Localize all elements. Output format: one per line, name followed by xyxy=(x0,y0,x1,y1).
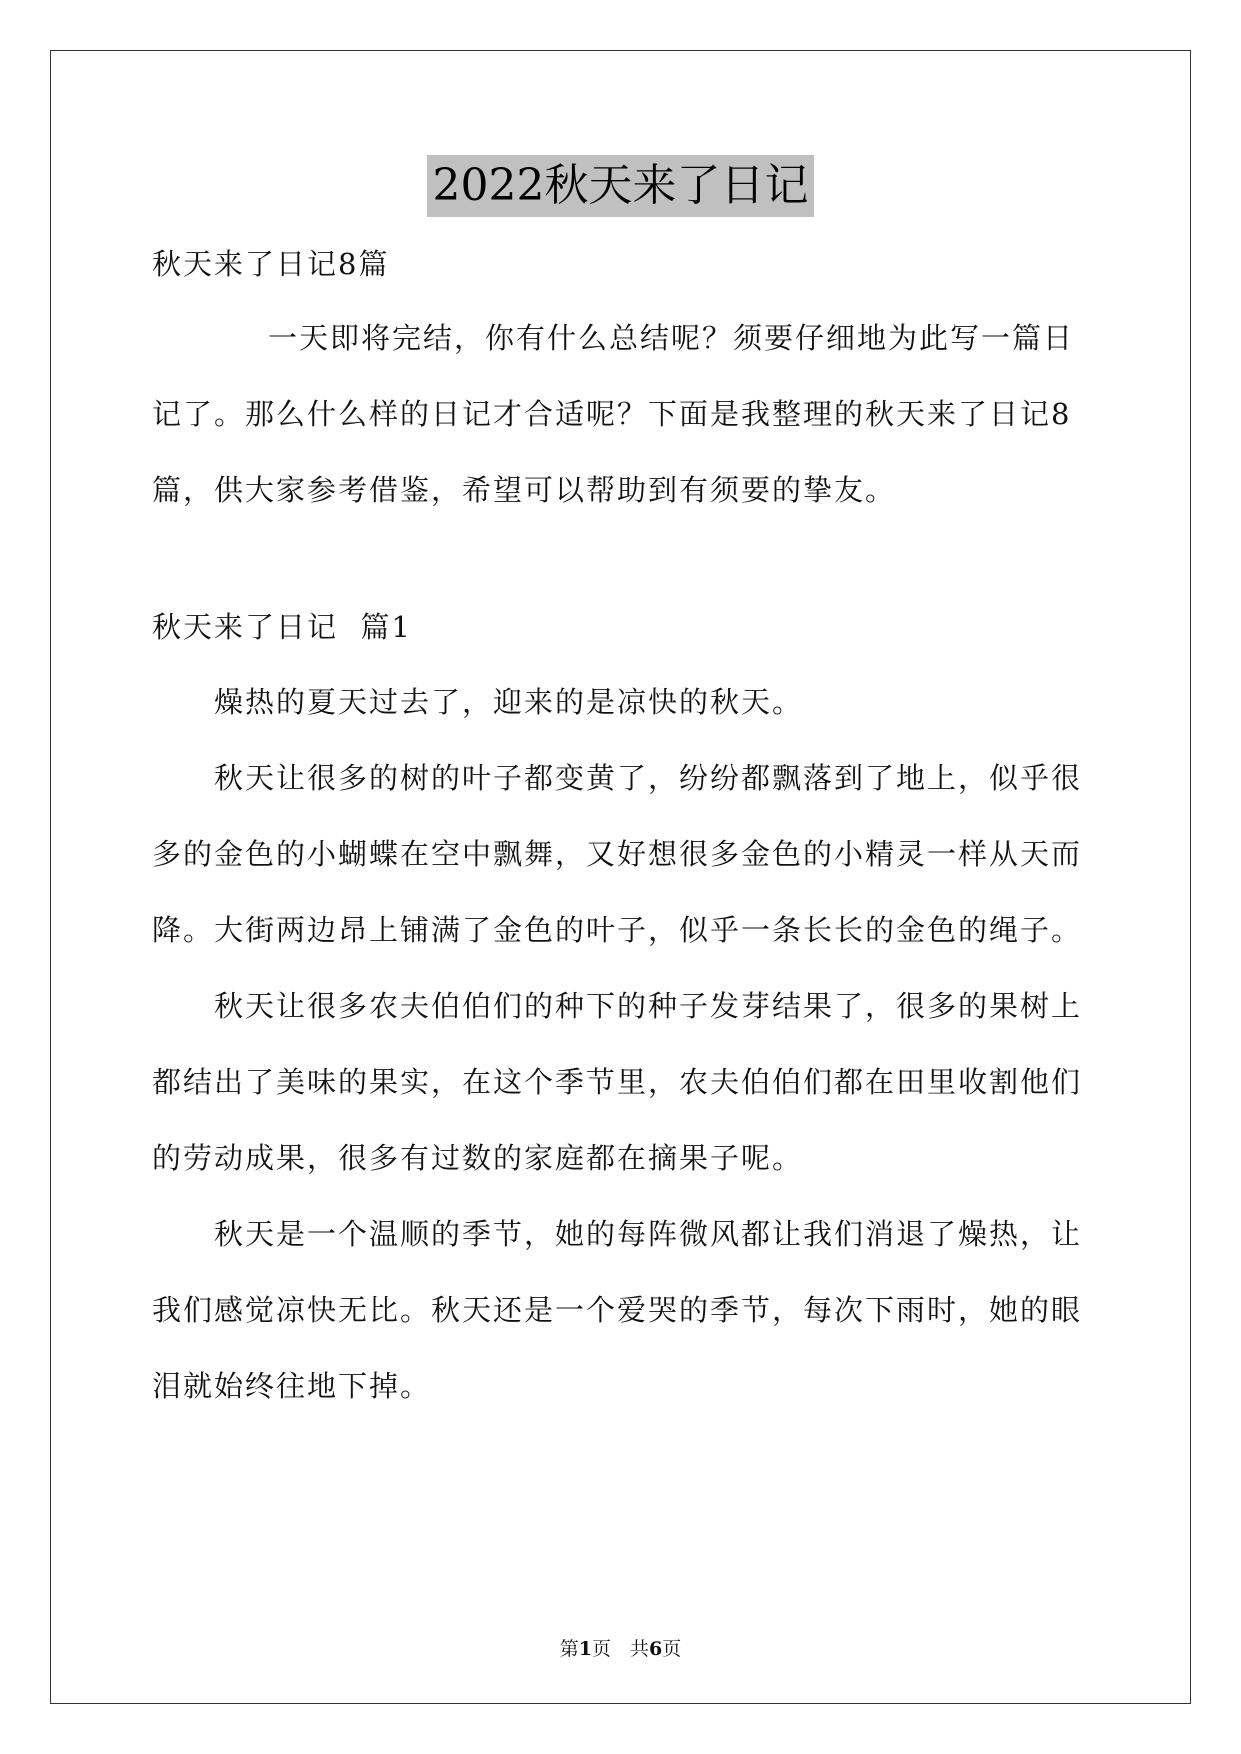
current-page-number: 1 xyxy=(578,1638,592,1660)
section-heading xyxy=(152,605,1092,646)
total-page-count: 6 xyxy=(649,1638,663,1660)
body-line: 秋天让很多农夫伯伯们的种下的种子发芽结果了，很多的果树上 xyxy=(214,989,1083,1023)
section-heading-text: 秋天来了日记 篇1 xyxy=(152,610,412,644)
footer-prefix: 第 xyxy=(559,1638,579,1660)
body-line: 多的金色的小蝴蝶在空中飘舞，又好想很多金色的小精灵一样从天而 xyxy=(152,837,1083,871)
body-line: 我们感觉凉快无比。秋天还是一个爱哭的季节，每次下雨时，她的眼 xyxy=(152,1293,1083,1327)
body-line: 秋天是一个温顺的季节，她的每阵微风都让我们消退了燥热，让 xyxy=(214,1217,1083,1251)
title-container xyxy=(0,155,1241,217)
intro-paragraph xyxy=(152,316,1092,544)
body-line: 泪就始终往地下掉。 xyxy=(152,1369,432,1403)
body-line: 的劳动成果，很多有过数的家庭都在摘果子呢。 xyxy=(152,1141,804,1175)
intro-line: 篇，供大家参考借鉴，希望可以帮助到有须要的挚友。 xyxy=(152,473,897,507)
body-line: 燥热的夏天过去了，迎来的是凉快的秋天。 xyxy=(214,685,804,719)
document-subtitle xyxy=(152,242,1092,283)
footer-suffix: 页 xyxy=(662,1638,682,1660)
document-title: 2022秋天来了日记 xyxy=(427,155,815,217)
body-line: 降。大街两边昂上铺满了金色的叶子，似乎一条长长的金色的绳子。 xyxy=(152,913,1083,947)
page-footer xyxy=(0,1634,1241,1661)
body-line: 都结出了美味的果实，在这个季节里，农夫伯伯们都在田里收割他们 xyxy=(152,1065,1083,1099)
footer-middle: 页 共 xyxy=(591,1638,649,1660)
intro-line: 一天即将完结，你有什么总结呢？须要仔细地为此写一篇日 xyxy=(268,321,1075,355)
body-line: 秋天让很多的树的叶子都变黄了，纷纷都飘落到了地上，似乎很 xyxy=(214,761,1083,795)
intro-line: 记了。那么什么样的日记才合适呢？下面是我整理的秋天来了日记8 xyxy=(152,397,1072,431)
body-text xyxy=(152,680,1092,1440)
subtitle-text: 秋天来了日记8篇 xyxy=(152,247,390,281)
